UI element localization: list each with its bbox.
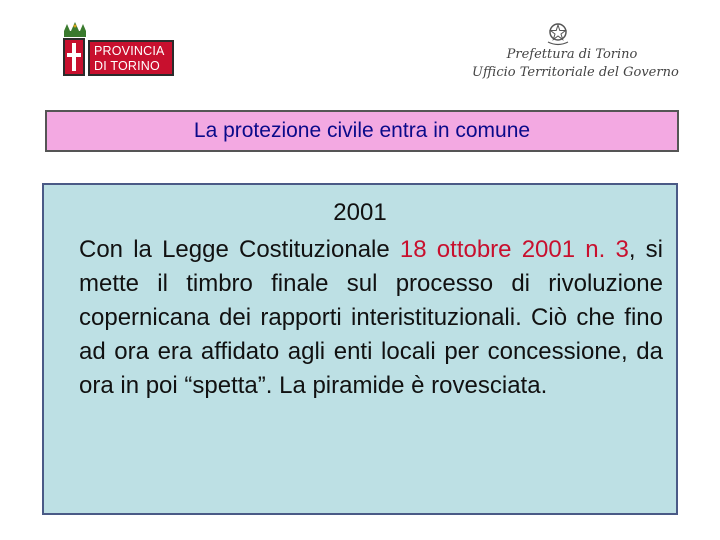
prefettura-logo (472, 20, 679, 86)
content-box (42, 183, 678, 515)
provincia-label (88, 40, 174, 76)
prefettura-line2: Ufficio Territoriale del Governo (472, 65, 679, 80)
provincia-line1: PROVINCIA (94, 44, 165, 58)
provincia-di-torino-logo (58, 22, 174, 78)
provincia-line2: DI TORINO (94, 59, 160, 73)
body-paragraph (79, 233, 663, 403)
prefettura-line1: Prefettura di Torino (506, 47, 638, 62)
text-pre: Con la Legge Costituzionale (79, 236, 400, 263)
text-post: , si mette il timbro finale sul processo di rivoluzione copernicana dei rapporti interistituzionali. Ciò che fino ad ora era affidato agli enti locali per concessione, da ora in poi “spetta”. La piramide è rovesciata. (79, 236, 663, 399)
italian-emblem-icon (544, 20, 572, 46)
prefettura-text (472, 46, 679, 82)
law-date-reference: 18 ottobre 2001 n. 3 (399, 236, 629, 263)
year-heading: 2001 (333, 199, 387, 226)
slide-title: La protezione civile entra in comune (45, 110, 679, 152)
shield-cross-icon (63, 38, 85, 76)
crown-icon (62, 22, 88, 38)
